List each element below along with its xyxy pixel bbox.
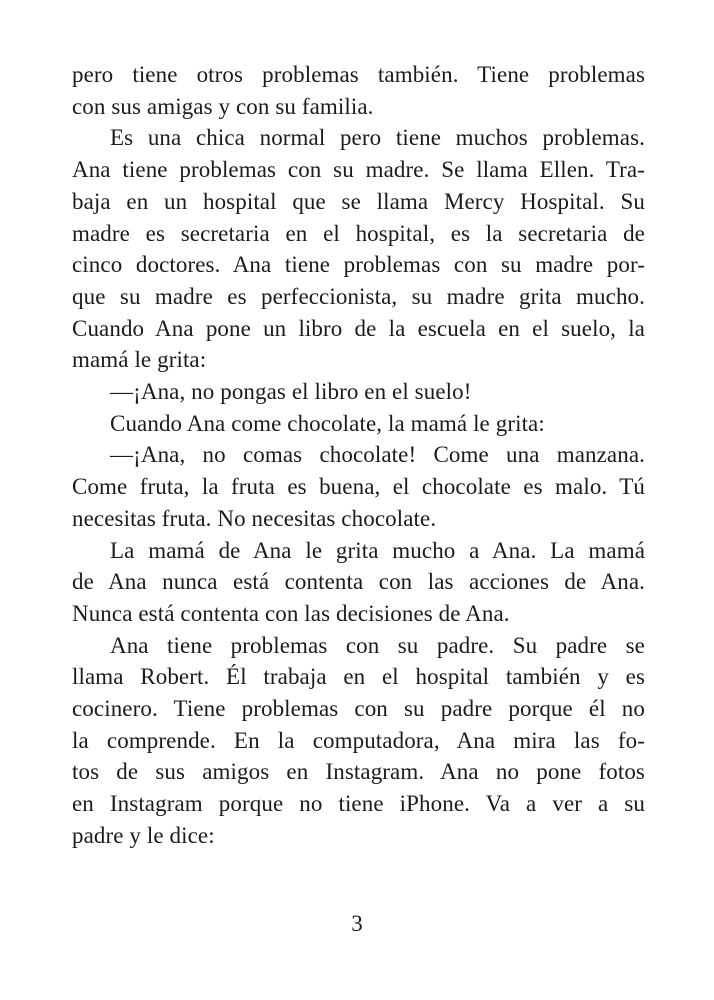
- text-line: necesitas fruta. No necesitas chocolate.: [72, 505, 437, 531]
- text-line: baja en un hospital que se llama Mercy Hospital. Su: [72, 188, 645, 214]
- text-line: mamá le grita:: [72, 347, 207, 373]
- text-line: la comprende. En la computadora, Ana mira las fo-: [72, 727, 645, 753]
- text-line: de Ana nunca está contenta con las acciones de Ana.: [72, 569, 645, 595]
- text-line: en Instagram porque no tiene iPhone. Va a ver a su: [72, 791, 645, 817]
- text-line: con sus amigas y con su familia.: [72, 93, 374, 119]
- text-line: Ana tiene problemas con su padre. Su padre se: [110, 632, 645, 658]
- text-block: [72, 59, 645, 852]
- text-line: padre y le dice:: [72, 822, 215, 848]
- text-line: cinco doctores. Ana tiene problemas con su madre por-: [72, 252, 645, 278]
- text-line: Es una chica normal pero tiene muchos problemas.: [110, 125, 645, 151]
- text-line: llama Robert. Él trabaja en el hospital también y es: [72, 664, 645, 690]
- text-line: Nunca está contenta con las decisiones de Ana.: [72, 600, 510, 626]
- text-line: pero tiene otros problemas también. Tiene problemas: [72, 62, 645, 87]
- text-line: Cuando Ana pone un libro de la escuela en el suelo, la: [72, 315, 645, 341]
- text-line: que su madre es perfeccionista, su madre grita mucho.: [72, 283, 645, 309]
- text-line: La mamá de Ana le grita mucho a Ana. La mamá: [110, 537, 645, 563]
- text-line: Come fruta, la fruta es buena, el chocolate es malo. Tú: [72, 474, 645, 500]
- text-line: madre es secretaria en el hospital, es la secretaria de: [72, 220, 645, 246]
- text-line: Ana tiene problemas con su madre. Se llama Ellen. Tra-: [72, 157, 645, 183]
- text-line: —¡Ana, no comas chocolate! Come una manzana.: [110, 442, 645, 468]
- page-number: 3: [351, 911, 363, 936]
- text-line: Cuando Ana come chocolate, la mamá le grita:: [110, 410, 545, 436]
- text-line: tos de sus amigos en Instagram. Ana no pone fotos: [72, 759, 645, 785]
- text-line: —¡Ana, no pongas el libro en el suelo!: [110, 379, 472, 405]
- text-line: cocinero. Tiene problemas con su padre porque él no: [72, 696, 645, 722]
